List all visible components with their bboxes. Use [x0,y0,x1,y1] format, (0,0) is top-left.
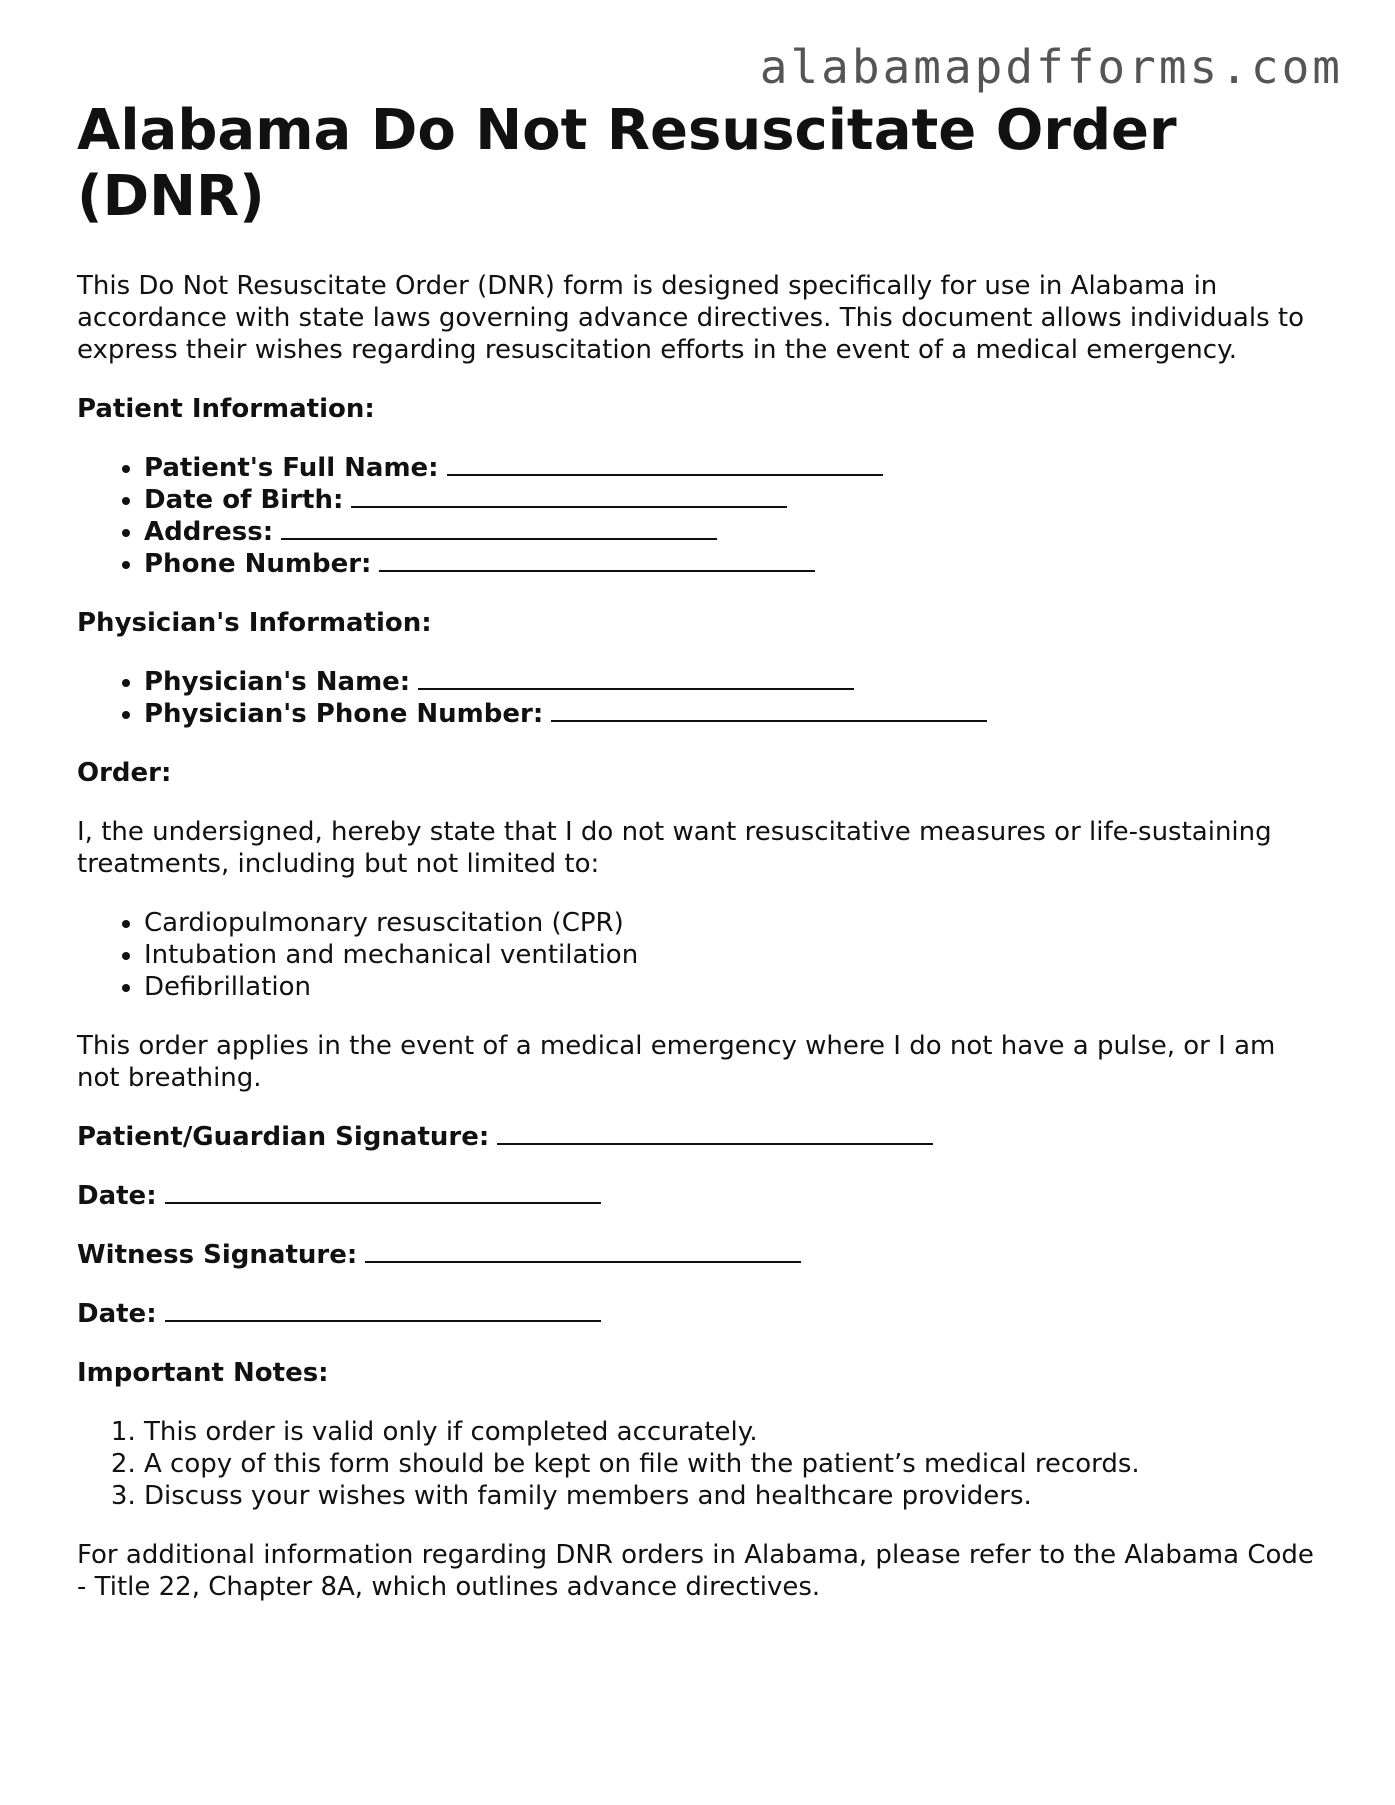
footer-paragraph: For additional information regarding DNR orders in Alabama, please refer to the Alabama Code - Title 22, Chapter 8A, which outlines advance directives. [77,1540,1314,1602]
intro-paragraph: This Do Not Resuscitate Order (DNR) form is designed specifically for use in Alabama in accordance with state laws governing advance directives. This document allows individuals to express their wishes regarding resuscitation efforts in the event of a medical emergency. [77,271,1304,365]
field-label: Address: [144,517,274,547]
field-label: Witness Signature: [77,1240,358,1270]
patient-fields-list [77,452,1317,580]
patient-full-name-blank[interactable] [447,452,883,476]
date-of-birth-blank[interactable] [351,484,787,508]
physician-name-field [144,666,1317,698]
document-page [77,98,1317,1603]
field-label: Date of Birth: [144,485,344,515]
patient-full-name-field [144,452,1317,484]
list-item: 3. Discuss your wishes with family members and healthcare providers. [144,1480,1317,1512]
order-statement: I, the undersigned, hereby state that I do not want resuscitative measures or life-sustaining treatments, including but not limited to: [77,817,1272,879]
physician-information-heading: Physician's Information: [77,608,432,638]
treatments-list [77,907,1317,1003]
list-item: 1. This order is valid only if completed accurately. [144,1416,1317,1448]
important-notes-heading: Important Notes: [77,1358,329,1388]
phone-number-field [144,548,1317,580]
physician-phone-blank[interactable] [551,698,987,722]
notes-list [77,1416,1317,1512]
field-label: Patient/Guardian Signature: [77,1122,490,1152]
field-label: Date: [77,1299,157,1329]
date-of-birth-field [144,484,1317,516]
field-label: Physician's Phone Number: [144,699,544,729]
list-item: 2. A copy of this form should be kept on file with the patient’s medical records. [144,1448,1317,1480]
physician-name-blank[interactable] [418,666,854,690]
phone-number-blank[interactable] [379,548,815,572]
field-label: Phone Number: [144,549,372,579]
watermark: alabamapdfforms.com [759,40,1343,94]
patient-information-heading: Patient Information: [77,394,375,424]
list-item: • Cardiopulmonary resuscitation (CPR) [144,907,1317,939]
address-blank[interactable] [281,516,717,540]
witness-date-blank[interactable] [165,1298,601,1322]
physician-fields-list [77,666,1317,730]
list-item: • Defibrillation [144,971,1317,1003]
field-label: Patient's Full Name: [144,453,439,483]
witness-signature-blank[interactable] [365,1239,801,1263]
address-field [144,516,1317,548]
witness-date-line [77,1298,1317,1330]
order-applies-paragraph: This order applies in the event of a medical emergency where I do not have a pulse, or I am not breathing. [77,1031,1276,1093]
witness-signature-line [77,1239,1317,1271]
patient-date-blank[interactable] [165,1180,601,1204]
field-label: Physician's Name: [144,667,411,697]
field-label: Date: [77,1181,157,1211]
patient-signature-blank[interactable] [497,1121,933,1145]
patient-guardian-signature-line [77,1121,1317,1153]
patient-date-line [77,1180,1317,1212]
physician-phone-field [144,698,1317,730]
document-title: Alabama Do Not Resuscitate Order (DNR) [77,98,1177,229]
order-heading: Order: [77,758,172,788]
list-item: • Intubation and mechanical ventilation [144,939,1317,971]
